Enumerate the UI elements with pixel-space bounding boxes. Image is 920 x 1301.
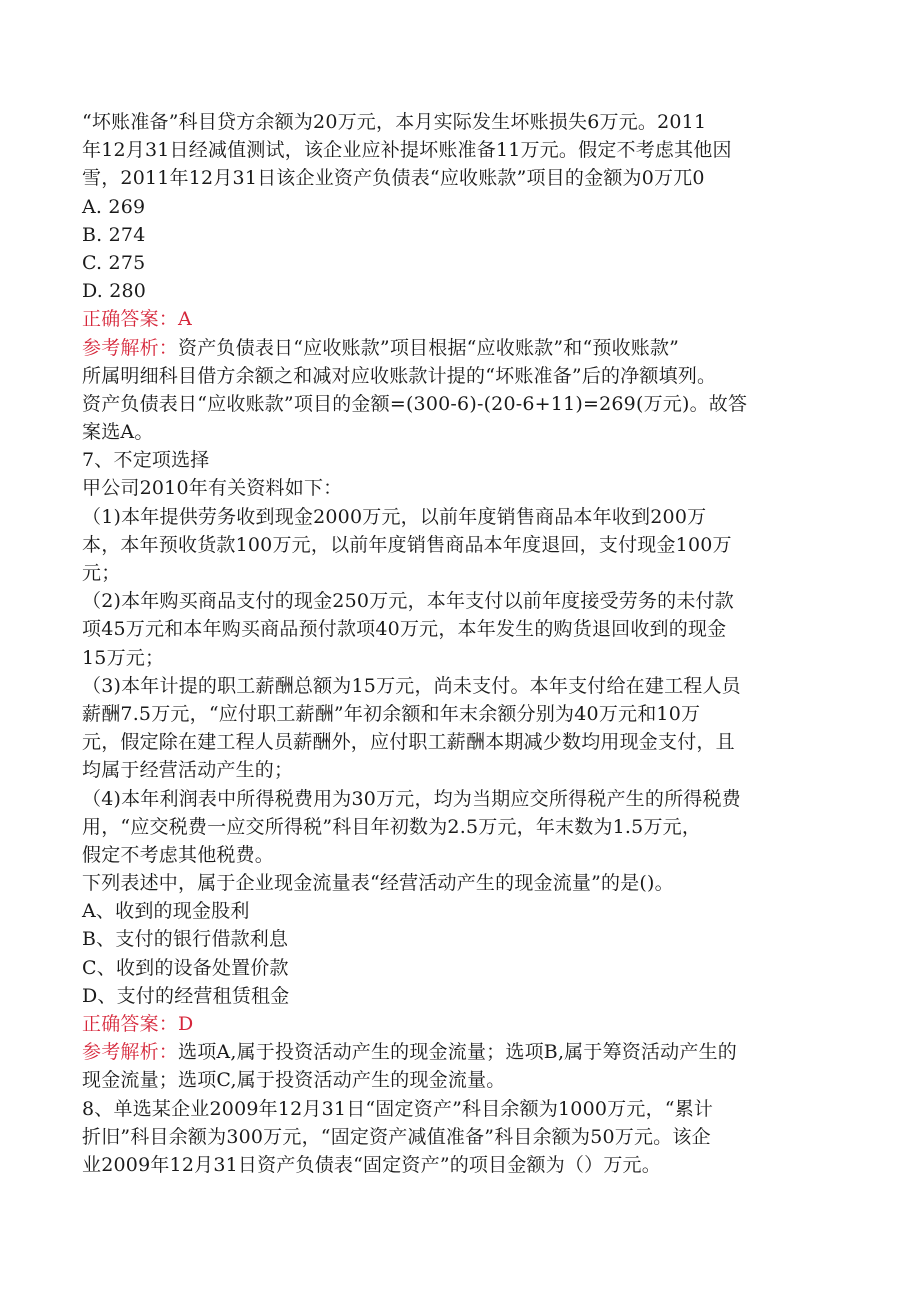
q7-body-line: （2)本年购买商品支付的现金250万元，本年支付以前年度接受劳务的未付款 <box>82 590 734 613</box>
q7-body-line: 项45万元和本年购买商品预付款项40万元，本年发生的购货退回收到的现金 <box>82 618 727 641</box>
answer-value: A <box>178 308 192 331</box>
q7-analysis-first-line <box>82 1038 842 1066</box>
q6-analysis-first-line <box>82 334 842 362</box>
q7-analysis-line: 现金流量；选项C,属于投资活动产生的现金流量。 <box>82 1069 506 1092</box>
q7-option-b: B、支付的银行借款利息 <box>82 928 289 951</box>
q6-stem-line: 年12月31日经减值测试，该企业应补提坏账准备11万元。假定不考虑其他因 <box>82 139 732 162</box>
q6-analysis-line: 所属明细科目借方余额之和减对应收账款计提的“坏账准备”后的净额填列。 <box>82 364 717 387</box>
q6-option-d: D. 280 <box>82 280 147 303</box>
q7-body-line: 薪酬7.5万元，“应付职工薪酬”年初余额和年末余额分别为40万元和10万 <box>82 702 701 725</box>
q7-body-line: 用，“应交税费一应交所得税”科目年初数为2.5万元，年末数为1.5万元， <box>82 815 702 838</box>
analysis-text: 资产负债表日“应收账款”项目根据“应收账款”和“预收账款” <box>178 336 680 359</box>
q7-option-c: C、收到的设备处置价款 <box>82 956 289 979</box>
q7-body-line: 元； <box>82 562 121 584</box>
q7-intro: 甲公司2010年有关资料如下： <box>82 477 343 500</box>
q6-option-c: C. 275 <box>82 251 146 274</box>
q7-answer <box>82 1010 842 1038</box>
q7-body-line: 15万元； <box>82 646 165 669</box>
q7-question: 下列表述中，属于企业现金流量表“经营活动产生的现金流量”的是()。 <box>82 872 674 895</box>
q8-line: 业2009年12月31日资产负债表“固定资产”的项目金额为（）万元。 <box>82 1153 661 1176</box>
q6-stem-line: “坏账准备”科目贷方余额为20万元，本月实际发生坏账损失6万元。2011 <box>82 111 707 133</box>
q7-option-a: A、收到的现金股利 <box>82 900 250 923</box>
analysis-label: 参考解析： <box>82 1041 179 1064</box>
q7-option-d: D、支付的经营租赁租金 <box>82 984 290 1007</box>
answer-value: D <box>178 1013 194 1035</box>
q7-body-line: 本，本年预收货款100万元，以前年度销售商品本年度退回，支付现金100万 <box>82 533 732 556</box>
q8-line: 8、单选某企业2009年12月31日“固定资产”科目余额为1000万元，“累计 <box>82 1097 714 1120</box>
q6-option-b: B. 274 <box>82 223 146 246</box>
q7-body-line: 假定不考虑其他税费。 <box>82 843 275 866</box>
q7-body-line: 均属于经营活动产生的； <box>82 759 294 782</box>
q6-answer <box>82 305 842 333</box>
q6-option-a: A. 269 <box>82 195 146 218</box>
analysis-label: 参考解析： <box>82 336 179 359</box>
q7-body-line: （1)本年提供劳务收到现金2000万元，以前年度销售商品本年收到200万 <box>82 505 707 528</box>
q7-body-line: （4)本年利润表中所得税费用为30万元，均为当期应交所得税产生的所得税费 <box>82 787 741 810</box>
analysis-text: 选项A,属于投资活动产生的现金流量；选项B,属于筹资活动产生的 <box>178 1041 737 1064</box>
answer-label: 正确答案： <box>82 308 179 331</box>
q7-body-line: （3)本年计提的职工薪酬总额为15万元，尚未支付。本年支付给在建工程人员 <box>82 674 741 697</box>
answer-label: 正确答案： <box>82 1013 179 1035</box>
q7-header: 7、不定项选择 <box>82 449 210 472</box>
document-page <box>82 108 842 1179</box>
q6-analysis-line: 案选A。 <box>82 421 154 444</box>
q6-stem-line: 雪，2011年12月31日该企业资产负债表“应收账款”项目的金额为0万兀0 <box>82 167 705 190</box>
q7-body-line: 元，假定除在建工程人员薪酬外，应付职工薪酬本期减少数均用现金支付，且 <box>82 731 735 754</box>
q8-line: 折旧”科目余额为300万元，“固定资产减值准备”科目余额为50万元。该企 <box>82 1125 711 1148</box>
q6-analysis-line: 资产负债表日“应收账款”项目的金额=(300-6)-(20-6+11)=269(万元)。故答 <box>82 392 748 415</box>
